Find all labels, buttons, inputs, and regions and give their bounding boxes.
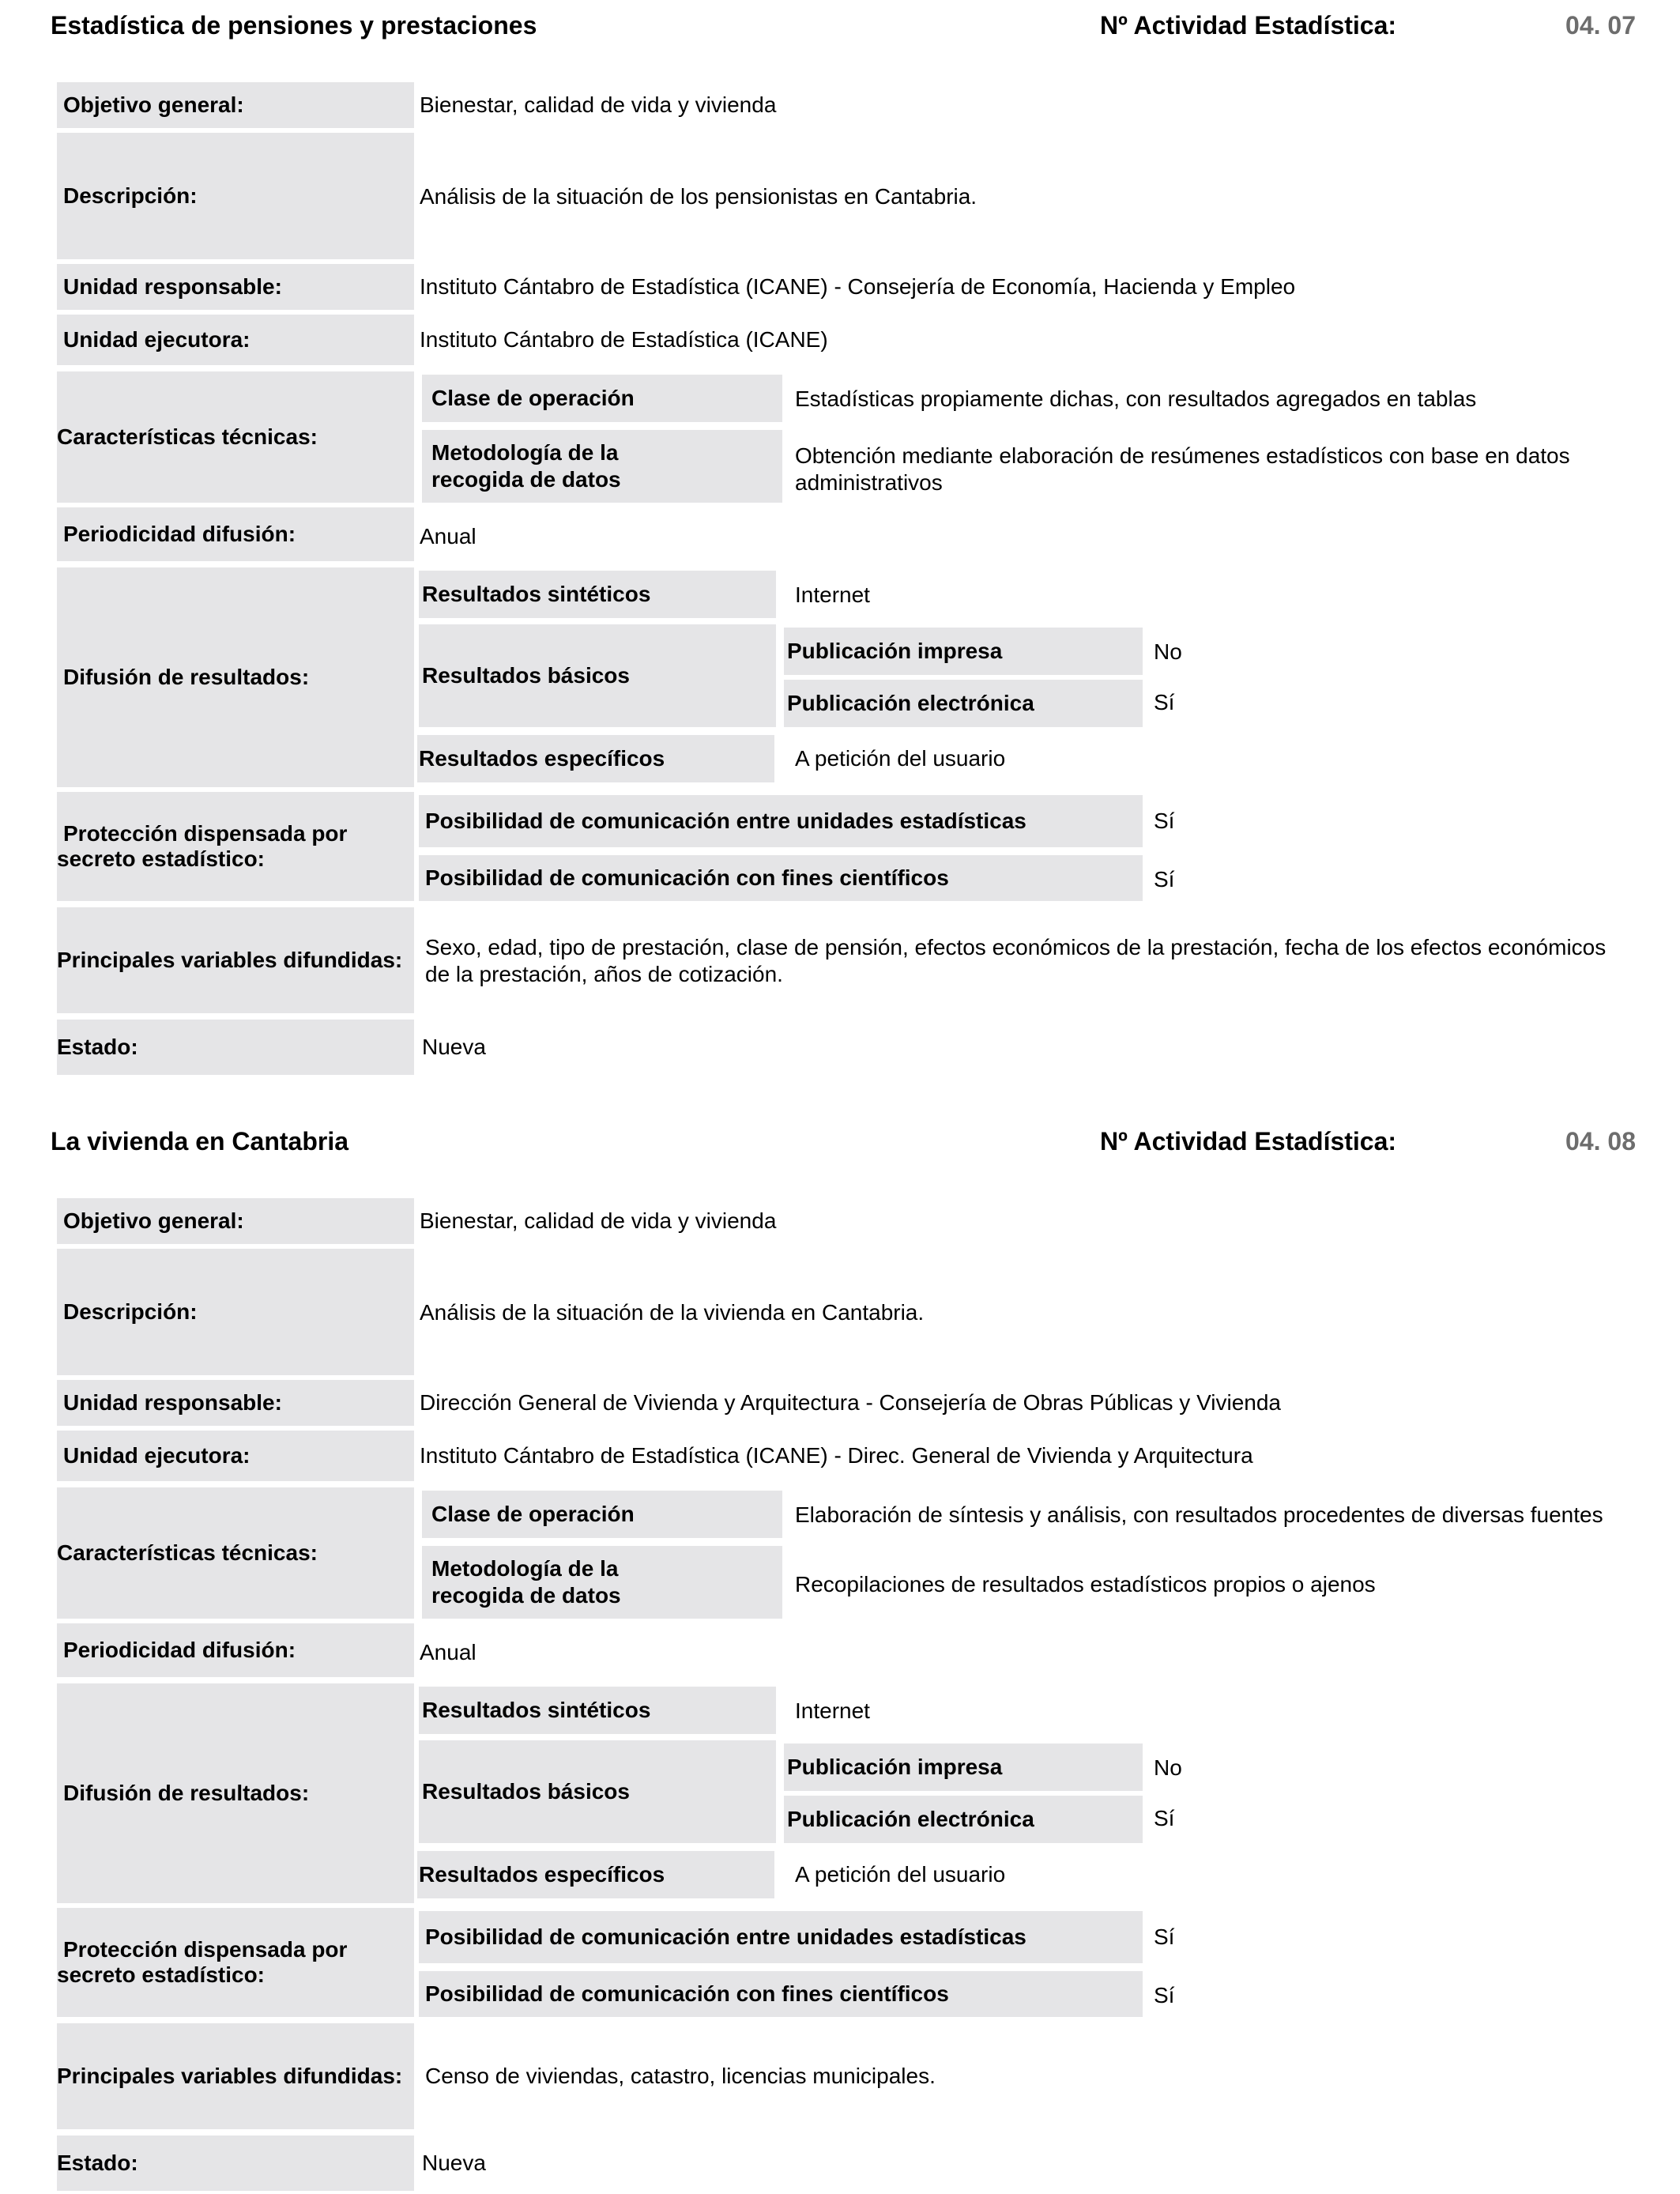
record-title: La vivienda en Cantabria <box>51 1127 349 1155</box>
pub-impresa-value: No <box>1154 639 1182 664</box>
periodicidad-value: Anual <box>420 1640 477 1664</box>
sinteticos-value: Internet <box>795 582 870 607</box>
com-cientificos-label: Posibilidad de comunicación con fines científicos <box>419 855 1143 901</box>
periodicidad-label: Periodicidad difusión: <box>57 507 414 561</box>
metodologia-label <box>422 430 782 503</box>
unidad-responsable-value: Instituto Cántabro de Estadística (ICANE) - Consejería de Economía, Hacienda y Empleo <box>420 274 1296 299</box>
unidad-responsable-value: Dirección General de Vivienda y Arquitectura - Consejería de Obras Públicas y Vivienda <box>420 1390 1281 1415</box>
pub-electronica-label: Publicación electrónica <box>784 1796 1143 1843</box>
unidad-ejecutora-value: Instituto Cántabro de Estadística (ICANE) <box>420 327 828 352</box>
pub-electronica-value: Sí <box>1154 690 1175 714</box>
pub-electronica-label: Publicación electrónica <box>784 680 1143 727</box>
periodicidad-value: Anual <box>420 524 477 548</box>
record-title: Estadística de pensiones y prestaciones <box>51 11 537 40</box>
proteccion-label-line1: Protección dispensada por <box>63 821 348 846</box>
basicos-label: Resultados básicos <box>419 1740 776 1843</box>
metodologia-label <box>422 1546 782 1619</box>
com-unidades-label: Posibilidad de comunicación entre unidades estadísticas <box>419 1911 1143 1963</box>
clase-operacion-label: Clase de operación <box>422 1491 782 1538</box>
proteccion-label-line1: Protección dispensada por <box>63 1937 348 1962</box>
unidad-ejecutora-label: Unidad ejecutora: <box>57 315 414 365</box>
estado-label: Estado: <box>57 1020 414 1075</box>
estado-value: Nueva <box>422 2151 486 2175</box>
unidad-responsable-label: Unidad responsable: <box>57 264 414 310</box>
unidad-ejecutora-value: Instituto Cántabro de Estadística (ICANE) - Direc. General de Vivienda y Arquitectura <box>420 1443 1253 1468</box>
variables-value-line1: Sexo, edad, tipo de prestación, clase de pensión, efectos económicos de la prestación, fecha de los efectos económicos <box>425 935 1607 959</box>
pub-impresa-label: Publicación impresa <box>784 628 1143 675</box>
sinteticos-label: Resultados sintéticos <box>419 571 776 618</box>
basicos-label: Resultados básicos <box>419 624 776 727</box>
estado-label: Estado: <box>57 2136 414 2191</box>
especificos-value: A petición del usuario <box>795 746 1006 771</box>
especificos-label: Resultados específicos <box>417 1851 774 1898</box>
objetivo-label: Objetivo general: <box>57 82 414 128</box>
metodologia-value-line1: Obtención mediante elaboración de resúmenes estadísticos con base en datos <box>795 443 1570 468</box>
proteccion-label-line2: secreto estadístico: <box>57 846 265 871</box>
activity-number: 04. 08 <box>1565 1127 1636 1155</box>
activity-number-label: Nº Actividad Estadística: <box>1100 1127 1397 1155</box>
metodologia-value-line1: Recopilaciones de resultados estadísticos propios o ajenos <box>795 1572 1376 1596</box>
pub-impresa-value: No <box>1154 1755 1182 1780</box>
objetivo-label: Objetivo general: <box>57 1198 414 1244</box>
variables-value-line2: de la prestación, años de cotización. <box>425 962 783 986</box>
com-unidades-value: Sí <box>1154 809 1175 833</box>
caracteristicas-label: Características técnicas: <box>57 371 414 503</box>
clase-operacion-label: Clase de operación <box>422 375 782 422</box>
com-unidades-label: Posibilidad de comunicación entre unidades estadísticas <box>419 795 1143 847</box>
sinteticos-label: Resultados sintéticos <box>419 1687 776 1734</box>
pub-impresa-label: Publicación impresa <box>784 1744 1143 1791</box>
variables-value <box>425 2063 936 2090</box>
unidad-ejecutora-label: Unidad ejecutora: <box>57 1431 414 1481</box>
clase-operacion-value: Elaboración de síntesis y análisis, con resultados procedentes de diversas fuentes <box>795 1502 1603 1527</box>
metodologia-label-line1: Metodología de la <box>431 1556 619 1581</box>
sinteticos-value: Internet <box>795 1698 870 1723</box>
descripcion-label: Descripción: <box>57 133 414 259</box>
objetivo-value: Bienestar, calidad de vida y vivienda <box>420 92 777 117</box>
proteccion-label <box>57 792 414 901</box>
metodologia-label-line2: recogida de datos <box>431 467 621 492</box>
objetivo-value: Bienestar, calidad de vida y vivienda <box>420 1208 777 1233</box>
com-cientificos-value: Sí <box>1154 1983 1175 2007</box>
metodologia-value <box>795 1571 1376 1598</box>
proteccion-label <box>57 1908 414 2017</box>
especificos-value: A petición del usuario <box>795 1862 1006 1887</box>
variables-value-line1: Censo de viviendas, catastro, licencias municipales. <box>425 2064 936 2088</box>
activity-number: 04. 07 <box>1565 11 1636 40</box>
variables-label: Principales variables difundidas: <box>57 2023 414 2129</box>
caracteristicas-label: Características técnicas: <box>57 1487 414 1619</box>
descripcion-label: Descripción: <box>57 1249 414 1375</box>
variables-value <box>425 934 1606 988</box>
com-cientificos-label: Posibilidad de comunicación con fines científicos <box>419 1971 1143 2017</box>
especificos-label: Resultados específicos <box>417 735 774 782</box>
periodicidad-label: Periodicidad difusión: <box>57 1623 414 1677</box>
metodologia-label-line2: recogida de datos <box>431 1583 621 1608</box>
metodologia-value <box>795 443 1570 496</box>
activity-number-label: Nº Actividad Estadística: <box>1100 11 1397 40</box>
proteccion-label-line2: secreto estadístico: <box>57 1962 265 1987</box>
clase-operacion-value: Estadísticas propiamente dichas, con resultados agregados en tablas <box>795 386 1477 411</box>
descripcion-value: Análisis de la situación de los pensionistas en Cantabria. <box>420 184 977 209</box>
metodologia-label-line1: Metodología de la <box>431 440 619 465</box>
record-header <box>0 0 1680 55</box>
com-cientificos-value: Sí <box>1154 867 1175 892</box>
record-header <box>0 1116 1680 1171</box>
metodologia-value-line2: administrativos <box>795 470 943 495</box>
com-unidades-value: Sí <box>1154 1924 1175 1949</box>
variables-label: Principales variables difundidas: <box>57 907 414 1013</box>
estado-value: Nueva <box>422 1035 486 1059</box>
difusion-label: Difusión de resultados: <box>57 1683 414 1903</box>
pub-electronica-value: Sí <box>1154 1806 1175 1830</box>
difusion-label: Difusión de resultados: <box>57 567 414 787</box>
descripcion-value: Análisis de la situación de la vivienda en Cantabria. <box>420 1300 925 1325</box>
unidad-responsable-label: Unidad responsable: <box>57 1380 414 1426</box>
